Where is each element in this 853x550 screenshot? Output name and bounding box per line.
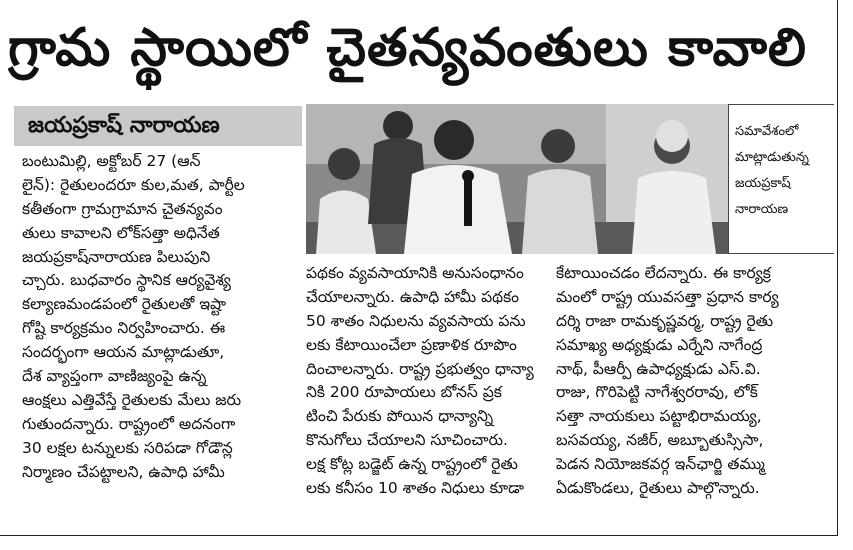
caption-line: జయప్రకాష్ bbox=[735, 176, 791, 191]
text-line: గోష్టి కార్యక్రమం నిర్వహించారు. ఈ bbox=[22, 319, 226, 338]
photo-caption bbox=[728, 104, 834, 254]
text-line: గుతుందన్నారు. రాష్ట్రంలో అదనంగా bbox=[22, 414, 236, 433]
text-line: దర్శి రాజా రామకృష్ణవర్మ, రాష్ట్ర రైతు bbox=[556, 311, 774, 330]
text-line: పెడన నియోజకవర్గ ఇన్‌ఛార్జి తమ్ము bbox=[556, 455, 765, 474]
text-line: నికి 200 రూపాయలు బోనస్ ప్రక bbox=[306, 383, 502, 402]
byline: జయప్రకాష్ నారాయణ bbox=[14, 106, 302, 146]
text-line: సమాఖ్య అధ్యక్షుడు ఎర్నేని నాగేంద్ర bbox=[556, 335, 763, 354]
text-line: సత్తా నాయకులు పట్టాభిరామయ్య, bbox=[556, 407, 762, 426]
article-column-2 bbox=[306, 262, 546, 501]
text-line: రాజు, గొరిపెట్టి నాగేశ్వరరావు, లోక్ bbox=[556, 383, 758, 402]
text-line: దించాలన్నారు. రాష్ట్ర ప్రభుత్వం ధాన్యా bbox=[306, 359, 534, 378]
photo-image bbox=[306, 104, 728, 254]
text-line: మంలో రాష్ట్ర యువసత్తా ప్రధాన కార్య bbox=[556, 287, 779, 306]
text-line: లక్ష కోట్ల బడ్జెట్ ఉన్న రాష్ట్రంలో రైతు bbox=[306, 455, 518, 474]
text-line: జయప్రకాష్‌నారాయణ పిలుపుని bbox=[22, 247, 211, 266]
text-line: తులు కావాలని లోక్‌సత్తా అధినేత bbox=[22, 223, 220, 242]
headline: గ్రామ స్థాయిలో చైతన్యవంతులు కావాలి bbox=[8, 18, 808, 78]
text-line: చేయాలన్నారు. ఉపాధి హామీ పథకం bbox=[306, 287, 520, 306]
caption-line: నారాయణ bbox=[735, 202, 789, 217]
text-line: కేటాయించడం లేదన్నారు. ఈ కార్యక్ర bbox=[556, 264, 771, 282]
text-line: చ్చారు. బుధవారం స్థానిక ఆర్యవైశ్య bbox=[22, 271, 231, 290]
text-line: నిర్మాణం చేపట్టాలని, ఉపాధి హామీ bbox=[22, 462, 225, 481]
caption-line: మాట్లాడుతున్న bbox=[735, 150, 809, 165]
text-line: బసవయ్య, నజీర్, అబ్బూతుస్సిసా, bbox=[556, 431, 764, 450]
text-line: దేశ వ్యాప్తంగా వాణిజ్యంపై ఉన్న bbox=[22, 367, 207, 386]
text-line: ఆంక్షలు ఎత్తివేస్తే రైతులకు మేలు జరు bbox=[22, 390, 242, 409]
text-line: బంటుమిల్లి, అక్టోబర్ 27 (ఆన్ bbox=[22, 152, 201, 170]
text-line: కల్యాణమండపంలో రైతులతో ఇష్టా bbox=[22, 295, 227, 314]
text-line: ఏడుకొండలు, రైతులు పాల్గొన్నారు. bbox=[556, 479, 760, 498]
text-line: కొనుగోలు చేయాలని సూచించారు. bbox=[306, 431, 508, 450]
text-line: లైన్): రైతులందరూ కుల,మత, పార్టీల bbox=[22, 175, 245, 194]
text-line: లకు కేటాయించేలా ప్రణాళిక రూపొం bbox=[306, 335, 517, 354]
text-line: లకు కనీసం 10 శాతం నిధులు కూడా bbox=[306, 479, 524, 498]
article-column-1 bbox=[22, 150, 298, 484]
text-line: పథకం వ్యవసాయానికి అనుసంధానం bbox=[306, 264, 524, 282]
article-column-3 bbox=[556, 262, 824, 501]
text-line: కతీతంగా గ్రామగ్రామాన చైతన్యవం bbox=[22, 199, 223, 218]
text-line: సందర్భంగా ఆయన మాట్లాడుతూ, bbox=[22, 343, 225, 362]
caption-line: సమావేశంలో bbox=[735, 124, 799, 139]
text-line: టించి పేరుకు పోయిన ధాన్యాన్ని bbox=[306, 407, 494, 426]
text-line: 50 శాతం నిధులను వ్యవసాయ పను bbox=[306, 311, 526, 330]
text-line: 30 లక్షల టన్నులకు సరిపడా గోడౌన్ల bbox=[22, 438, 233, 457]
meeting-photo bbox=[306, 104, 728, 254]
text-line: నాథ్, పీఆర్పీ ఉపాధ్యక్షుడు ఎస్.వి. bbox=[556, 359, 761, 378]
